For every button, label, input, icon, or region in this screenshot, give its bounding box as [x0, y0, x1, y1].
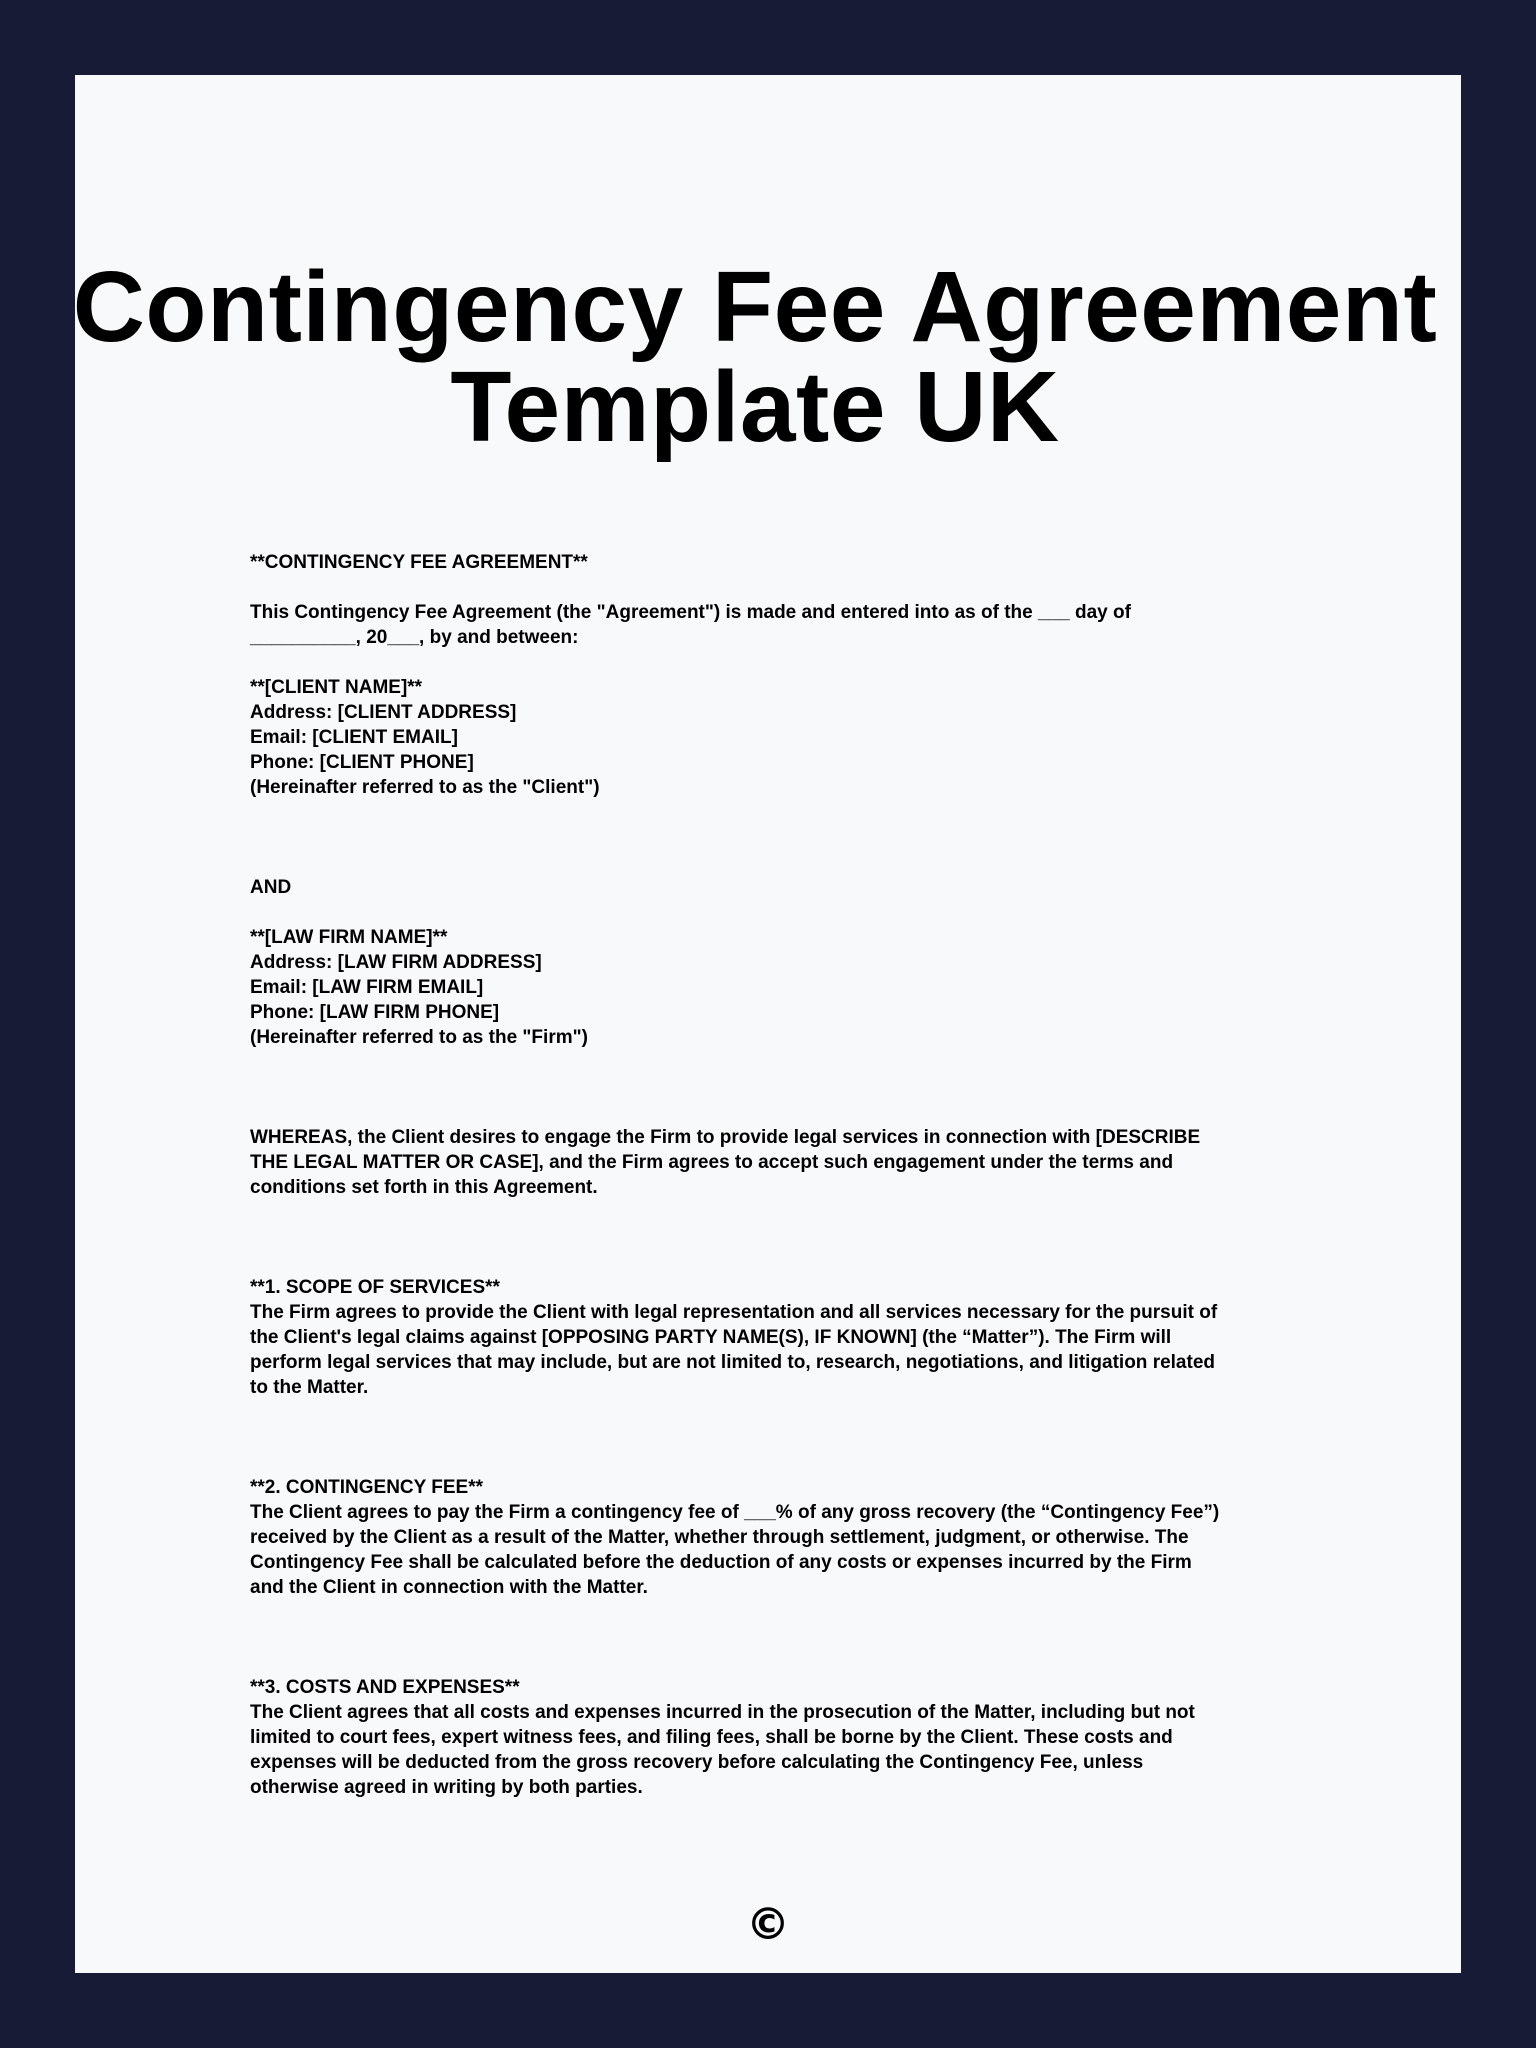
title-line-1: Contingency Fee Agreement — [72, 251, 1438, 363]
agreement-heading: **CONTINGENCY FEE AGREEMENT** — [250, 552, 588, 573]
section-line: limited to court fees, expert witness fees, and filing fees, shall be borne by the Client. These costs and — [250, 1727, 1173, 1748]
section-heading: **3. COSTS AND EXPENSES** — [250, 1677, 520, 1698]
section-line: The Firm agrees to provide the Client with legal representation and all services necessary for the pursuit of — [250, 1302, 1218, 1323]
firm-email: Email: [LAW FIRM EMAIL] — [250, 977, 484, 998]
spacer — [250, 1625, 1310, 1650]
spacer — [250, 1450, 1310, 1475]
spacer — [250, 1250, 1310, 1275]
spacer — [250, 1400, 1310, 1425]
spacer — [250, 900, 1310, 925]
whereas-line: THE LEGAL MATTER OR CASE], and the Firm agrees to accept such engagement under the terms and — [250, 1152, 1174, 1173]
spacer — [250, 1050, 1310, 1075]
intro-paragraph — [250, 600, 1310, 650]
whereas-paragraph — [250, 1125, 1310, 1200]
section-heading: **1. SCOPE OF SERVICES** — [250, 1277, 500, 1298]
section-line: and the Client in connection with the Matter. — [250, 1577, 648, 1598]
section-scope-of-services — [250, 1275, 1310, 1400]
firm-phone: Phone: [LAW FIRM PHONE] — [250, 1002, 500, 1023]
and-separator: AND — [250, 877, 292, 898]
spacer — [250, 1225, 1310, 1250]
firm-block — [250, 925, 1310, 1050]
spacer — [250, 1650, 1310, 1675]
spacer — [250, 1425, 1310, 1450]
spacer — [250, 575, 1310, 600]
spacer — [250, 850, 1310, 875]
section-line: The Client agrees that all costs and expenses incurred in the prosecution of the Matter, including but not — [250, 1702, 1195, 1723]
client-email: Email: [CLIENT EMAIL] — [250, 727, 458, 748]
intro-line: This Contingency Fee Agreement (the "Agreement") is made and entered into as of the ___ day of — [250, 602, 1131, 623]
section-line: otherwise agreed in writing by both parties. — [250, 1777, 643, 1798]
firm-referred: (Hereinafter referred to as the "Firm") — [250, 1027, 588, 1048]
section-line: received by the Client as a result of the Matter, whether through settlement, judgment, or otherwise. The — [250, 1527, 1189, 1548]
client-block — [250, 675, 1310, 800]
section-line: perform legal services that may include, but are not limited to, research, negotiations, and litigation related — [250, 1352, 1216, 1373]
firm-address: Address: [LAW FIRM ADDRESS] — [250, 952, 542, 973]
title-line-2: Template UK — [450, 351, 1060, 463]
page-title — [35, 251, 1475, 463]
section-line: to the Matter. — [250, 1377, 369, 1398]
copyright-icon: © — [746, 1899, 790, 1950]
spacer — [250, 825, 1310, 850]
spacer — [250, 1075, 1310, 1100]
document-page — [72, 75, 1461, 1973]
spacer — [250, 1200, 1310, 1225]
client-address: Address: [CLIENT ADDRESS] — [250, 702, 517, 723]
spacer — [250, 650, 1310, 675]
spacer — [250, 1100, 1310, 1125]
client-name: **[CLIENT NAME]** — [250, 677, 423, 698]
agreement-body — [250, 550, 1310, 1800]
whereas-line: conditions set forth in this Agreement. — [250, 1177, 598, 1198]
section-line: expenses will be deducted from the gross recovery before calculating the Contingency Fee, unless — [250, 1752, 1144, 1773]
whereas-line: WHEREAS, the Client desires to engage the Firm to provide legal services in connection with [DESCRIBE — [250, 1127, 1201, 1148]
firm-name: **[LAW FIRM NAME]** — [250, 927, 448, 948]
section-line: The Client agrees to pay the Firm a contingency fee of ___% of any gross recovery (the “Contingency Fee”) — [250, 1502, 1220, 1523]
client-referred: (Hereinafter referred to as the "Client") — [250, 777, 600, 798]
section-contingency-fee — [250, 1475, 1310, 1600]
section-line: Contingency Fee shall be calculated before the deduction of any costs or expenses incurred by the Firm — [250, 1552, 1192, 1573]
spacer — [250, 1600, 1310, 1625]
spacer — [250, 800, 1310, 825]
intro-line: __________, 20___, by and between: — [250, 627, 579, 648]
section-costs-and-expenses — [250, 1675, 1310, 1800]
client-phone: Phone: [CLIENT PHONE] — [250, 752, 474, 773]
section-heading: **2. CONTINGENCY FEE** — [250, 1477, 483, 1498]
section-line: the Client's legal claims against [OPPOSING PARTY NAME(S), IF KNOWN] (the “Matter”). The Firm will — [250, 1327, 1172, 1348]
